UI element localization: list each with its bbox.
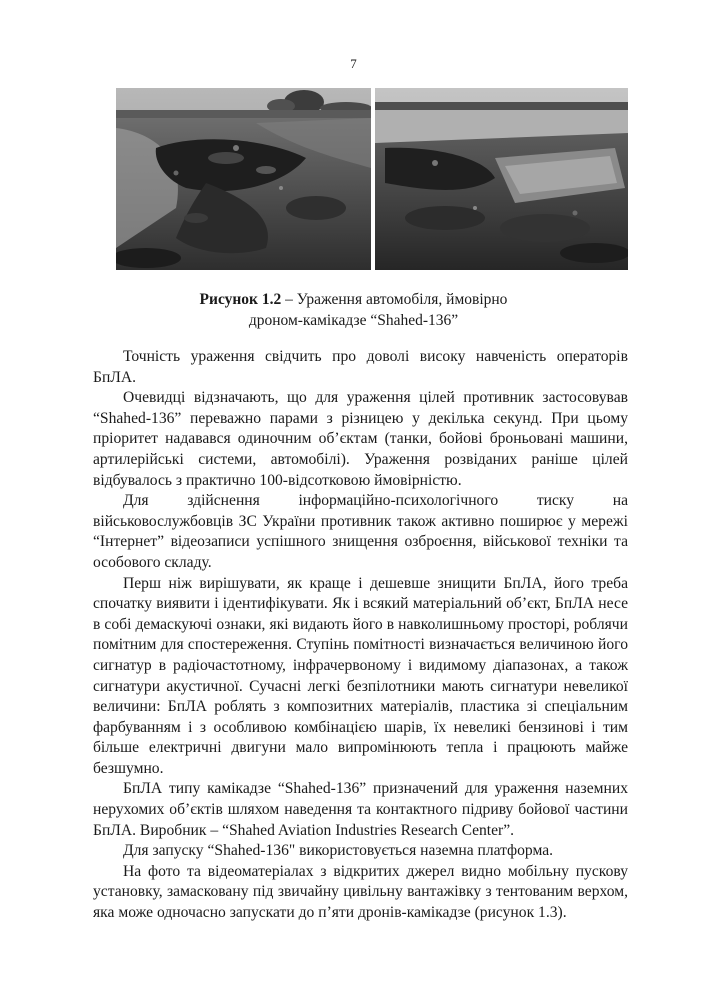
figure-caption bbox=[0, 289, 707, 331]
paragraph: Очевидці відзначають, що для ураження цілей противник застосовував “Shahed-136” переважно парами з різницею у декілька секунд. При цьому пріоритет надавався одиночним об’єктам (танки, бойові броньовані машини, артилерійські системи, автомобілі). Ураження розвіданих раніше цілей відбувалось з практично 100-відсотковою ймовірністю. bbox=[93, 389, 628, 489]
paragraph: На фото та відеоматеріалах з відкритих джерел видно мобільну пускову установку, замасковану під звичайну цивільну вантажівку з тентованим верхом, яка може одночасно запускати до п’яти дронів-камікадзе (рисунок 1.3). bbox=[93, 862, 628, 922]
paragraph: Для здійснення інформаційно-психологічного тиску на військовослужбовців ЗС України противник також активно поширює у мережі “Інтернет” відеозаписи успішного знищення озброєння, військової техніки та особового складу. bbox=[93, 492, 628, 571]
page-number: 7 bbox=[350, 56, 357, 71]
paragraph: БпЛА типу камікадзе “Shahed-136” призначений для ураження наземних нерухомих об’єктів шляхом наведення та контактного підриву бойової частини БпЛА. Виробник – “Shahed Aviation Industries Research Center”. bbox=[93, 780, 628, 839]
paragraph: Для запуску “Shahed-136" використовується наземна платформа. bbox=[123, 842, 554, 860]
caption-text-1: Ураження автомобіля, ймовірно bbox=[296, 291, 508, 308]
body-text bbox=[93, 347, 628, 924]
caption-dash: – bbox=[281, 291, 297, 308]
paragraph: Точність ураження свідчить про доволі високу навченість операторів БпЛА. bbox=[93, 348, 628, 386]
caption-line-1 bbox=[0, 289, 707, 310]
paragraph: Перш ніж вирішувати, як краще і дешевше знищити БпЛА, його треба спочатку виявити і ідентифікувати. Як і всякий матеріальний об’єкт, БпЛА несе в собі демаскуючі ознаки, які видають його в навколишньому просторі, роблячи помітним для спостереження. Ступінь помітності визначається величиною його сигнатур в радіочастотному, інфрачервоному і видимому діапазонах, а також сигнатури акустичної. Сучасні легкі безпілотники мають сигнатури невеликої величини: БпЛА роблять з композитних матеріалів, пластика зі спеціальним фарбуванням і з особливою комбінацією шарів, їх невеликі бензинові і тим більше електричні двигуни мало випромінюють тепла і працюють майже безшумно. bbox=[93, 574, 628, 777]
caption-label: Рисунок 1.2 bbox=[199, 291, 282, 308]
photo-burned-vehicle-left bbox=[116, 88, 371, 270]
figure-photos bbox=[116, 88, 628, 270]
photo-burned-vehicle-right bbox=[375, 88, 628, 270]
caption-line-2: дроном-камікадзе “Shahed-136” bbox=[248, 312, 459, 329]
